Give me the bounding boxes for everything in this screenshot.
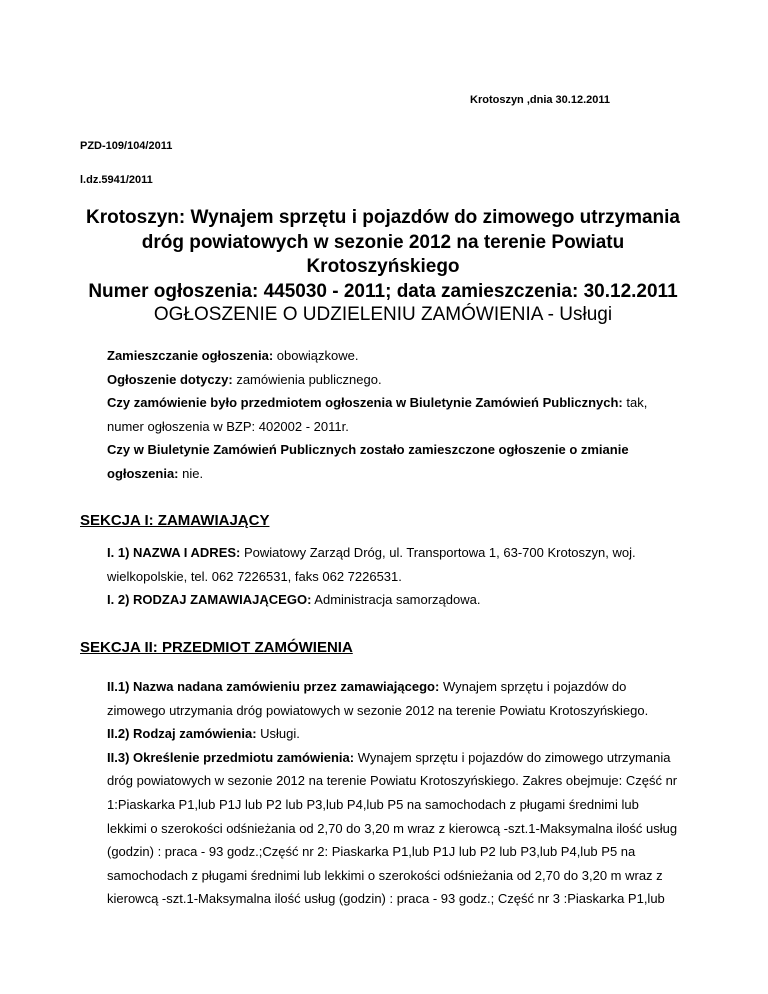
description-line: lekkimi o szerokości odśnieżania od 2,70 do 3,20 m wraz z kierowcą -szt.1-Maksymalna ilość usług bbox=[107, 820, 678, 836]
field-value: Powiatowy Zarząd Dróg, ul. Transportowa 1, 63-700 Krotoszyn, woj. bbox=[240, 545, 636, 560]
section-1-heading: SEKCJA I: ZAMAWIAJĄCY bbox=[80, 512, 270, 529]
registry-number: l.dz.5941/2011 bbox=[80, 174, 153, 186]
meta-value: tak, bbox=[622, 395, 648, 411]
description-line: dróg powiatowych w sezonie 2012 na terenie Powiatu Krotoszyńskiego. Zakres obejmuje: Część nr bbox=[107, 773, 678, 789]
section-2-body bbox=[107, 675, 697, 911]
meta-bzp-number: numer ogłoszenia w BZP: 402002 - 2011r. bbox=[107, 418, 349, 434]
document-subtitle: OGŁOSZENIE O UDZIELENIU ZAMÓWIENIA - Usługi bbox=[153, 304, 613, 325]
reference-number: PZD-109/104/2011 bbox=[80, 140, 173, 152]
meta-label: Zamieszczanie ogłoszenia: bbox=[107, 348, 274, 363]
announcement-number: Numer ogłoszenia: 445030 - 2011; data zamieszczenia: 30.12.2011 bbox=[88, 280, 678, 302]
document-title bbox=[80, 206, 686, 304]
meta-label: Czy w Biuletynie Zamówień Publicznych zostało zamieszczone ogłoszenie o zmianie bbox=[107, 442, 629, 458]
description-line: 1:Piaskarka P1,lub P1J lub P2 lub P3,lub P4,lub P5 na samochodach z pługami średnimi lub bbox=[107, 796, 639, 812]
field-label: II.1) Nazwa nadana zamówieniu przez zamawiającego: bbox=[107, 679, 440, 694]
contract-kind bbox=[107, 722, 697, 746]
section-2-heading: SEKCJA II: PRZEDMIOT ZAMÓWIENIA bbox=[80, 639, 353, 656]
contract-name bbox=[107, 675, 697, 699]
description-line: (godzin) : praca - 93 godz.;Część nr 2: Piaskarka P1,lub P1J lub P2 lub P3,lub P4,lub P5 na bbox=[107, 844, 636, 860]
meta-value: zamówienia publicznego. bbox=[232, 371, 382, 387]
meta-change-question bbox=[107, 438, 697, 462]
field-value: Administracja samorządowa. bbox=[311, 592, 481, 608]
meta-change-answer bbox=[107, 462, 697, 486]
contracting-authority-address: wielkopolskie, tel. 062 7226531, faks 062 7226531. bbox=[107, 568, 402, 584]
field-label: I. 1) NAZWA I ADRES: bbox=[107, 545, 241, 560]
meta-value: nie. bbox=[178, 465, 204, 481]
meta-value: obowiązkowe. bbox=[273, 348, 359, 363]
meta-concerns bbox=[107, 368, 697, 392]
title-line: Krotoszyńskiego bbox=[306, 256, 460, 277]
contract-description bbox=[107, 746, 697, 770]
meta-bzp bbox=[107, 391, 697, 415]
field-value: Wynajem sprzętu i pojazdów do bbox=[439, 679, 627, 694]
section-1-body bbox=[107, 541, 697, 612]
document-date: Krotoszyn ,dnia 30.12.2011 bbox=[470, 94, 611, 106]
description-line: samochodach z pługami średnimi lub lekkimi o szerokości odśnieżania od 2,70 do 3,20 m wraz z bbox=[107, 867, 663, 883]
meta-label: Ogłoszenie dotyczy: bbox=[107, 371, 233, 387]
meta-label: Czy zamówienie było przedmiotem ogłoszenia w Biuletynie Zamówień Publicznych: bbox=[107, 395, 623, 411]
meta-placement bbox=[107, 344, 697, 368]
announcement-meta bbox=[107, 344, 697, 486]
meta-label: ogłoszenia: bbox=[107, 465, 179, 481]
field-value: Wynajem sprzętu i pojazdów do zimowego utrzymania bbox=[354, 749, 671, 765]
title-line: dróg powiatowych w sezonie 2012 na terenie Powiatu bbox=[141, 231, 625, 253]
title-line: Krotoszyn: Wynajem sprzętu i pojazdów do zimowego utrzymania bbox=[86, 207, 680, 228]
field-label: II.3) Określenie przedmiotu zamówienia: bbox=[107, 749, 355, 765]
field-label: I. 2) RODZAJ ZAMAWIAJĄCEGO: bbox=[107, 592, 312, 608]
description-line: kierowcą -szt.1-Maksymalna ilość usług (godzin) : praca - 93 godz.; Część nr 3 :Piaskarka P1,lub bbox=[107, 891, 665, 907]
field-label: II.2) Rodzaj zamówienia: bbox=[107, 726, 257, 742]
contracting-authority-type bbox=[107, 588, 697, 612]
contracting-authority-name bbox=[107, 541, 697, 565]
contract-name-continued: zimowego utrzymania dróg powiatowych w sezonie 2012 na terenie Powiatu Krotoszyńskiego. bbox=[107, 702, 649, 718]
field-value: Usługi. bbox=[256, 726, 300, 742]
